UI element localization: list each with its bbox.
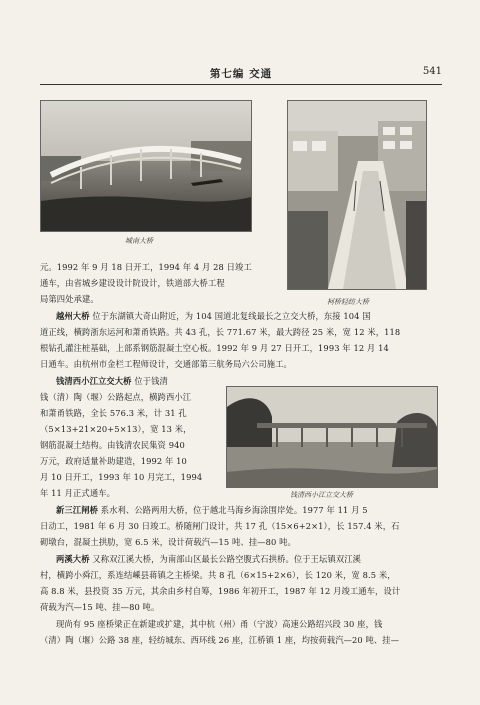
text-segment: 位于东湖镇大奇山附近，为 104 国道北复线最长之立交大桥，东接 104 国 — [89, 311, 371, 321]
text-line: 日通车。由杭州市金栏工程师设计，交通部第三航务局六公司施工。 — [40, 359, 292, 369]
text-line: 万元，政府适量补助建造，1992 年 10 — [40, 456, 187, 466]
text-line: 通车，由省城乡建设设计院设计，铁道部大桥工程 — [40, 278, 225, 288]
text-line — [56, 505, 368, 515]
bridge-name-liangxi: 两溪大桥 — [56, 554, 90, 564]
text-line: 荷载为汽—15 吨、挂—80 吨。 — [40, 602, 160, 612]
text-line: 村，横跨小舜江，系连结嵊县蒋镇之主桥梁。共 8 孔（6×15+2×6），长 120 米，宽 8.5 米， — [40, 570, 396, 580]
text-line: 高 8.8 米，县投资 35 万元，其余由乡村自筹，1986 年初开工，1987 年 12 月竣工通车，设计 — [40, 586, 401, 596]
text-line: 元。1992 年 9 月 18 日开工，1994 年 4 月 28 日竣工 — [40, 262, 252, 272]
text-line — [56, 311, 371, 321]
caption-qianqing: 钱清西小江立交大桥 — [290, 491, 353, 499]
text-segment: 又称双江溪大桥，为南部山区最长公路空腹式石拱桥。位于王坛镇双江溪 — [89, 554, 362, 564]
text-line: 年 11 月正式通车。 — [40, 488, 116, 498]
text-line: （5×13+21×20+5×13），宽 13 米， — [40, 424, 192, 434]
header-rule — [40, 84, 442, 85]
text-line: 根钻孔灌注桩基础，上部系钢筋混凝土空心板。1992 年 9 月 27 日开工，1993 年 12 月 14 — [40, 343, 389, 353]
text-segment: 位于钱清 — [131, 376, 168, 386]
text-line: 局第四处承建。 — [40, 294, 99, 304]
bridge-name-yuezhou: 越州大桥 — [56, 311, 90, 321]
bridge-name-sanjiang: 新三江闸桥 — [56, 505, 98, 515]
caption-chengnan: 城南大桥 — [125, 237, 153, 245]
text-line: 钱（清）陶（堰）公路起点，横跨西小江 — [40, 392, 192, 402]
text-line: 和萧甬铁路，全长 576.3 米，计 31 孔 — [40, 408, 187, 418]
text-segment: 系水利、公路两用大桥，位于越北马海乡海涂围岸处。1977 年 11 月 5 — [98, 505, 368, 515]
section-title: 第七编 交通 — [209, 68, 273, 80]
text-line: （清）陶（堰）公路 38 座，轻纺城东、西环线 26 座，江桥镇 1 座，均按荷载汽—20 吨、挂— — [40, 635, 400, 645]
text-line: 现尚有 95 座桥梁正在新建或扩建，其中杭（州）甬（宁波）高速公路绍兴段 30 座，钱 — [56, 619, 383, 629]
page-number: 541 — [422, 66, 442, 77]
photo-keqiao-bridge — [287, 100, 427, 290]
text-line: 道正线，横跨浙东运河和萧甬铁路。共 43 孔，长 771.67 米，最大跨径 25 米，宽 12 米，118 — [40, 327, 401, 337]
caption-keqiao: 柯桥轻纺大桥 — [327, 298, 369, 306]
photo-qianqing-bridge — [226, 386, 438, 488]
text-line: 砌墩台，混凝土拱肋，宽 6.5 米，设计荷载汽—15 吨、挂—80 吨。 — [40, 537, 296, 547]
text-line: 月 10 日开工，1993 年 10 月完工，1994 — [40, 472, 203, 482]
bridge-name-qianqing: 钱清西小江立交大桥 — [56, 376, 132, 386]
text-line: 日动工，1981 年 6 月 30 日竣工。桥随闸门设计，共 17 孔（15×6+2×1），长 157.4 米，石 — [40, 521, 400, 531]
text-line: 钢筋混凝土结构。由钱清农民集资 940 — [40, 440, 185, 450]
text-line — [56, 376, 168, 386]
photo-chengnan-bridge — [40, 100, 252, 232]
text-line — [56, 554, 361, 564]
page-header — [40, 66, 442, 82]
